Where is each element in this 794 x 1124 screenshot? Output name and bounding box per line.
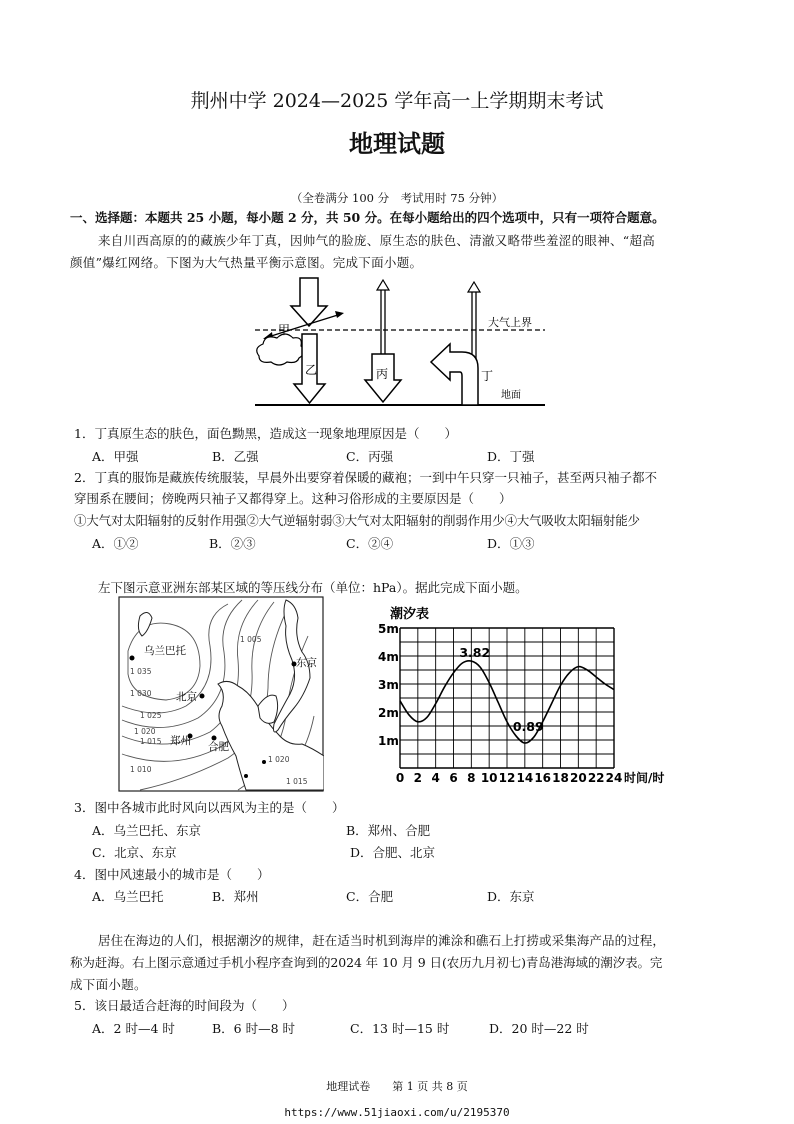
isobar-label: 1 015 xyxy=(140,737,162,746)
heat-balance-diagram xyxy=(245,276,555,412)
tide-intro-line1: 居住在海边的人们，根据潮汐的规律，赶在适当时机到海岸的滩涂和礁石上打捞或采集海产品的过程， xyxy=(98,933,666,948)
x-tick-label: 10 xyxy=(480,771,498,785)
q1-option-c[interactable]: C．丙强 xyxy=(346,449,394,464)
page-footer: 地理试卷 第 1 页 共 8 页 xyxy=(326,1080,468,1093)
x-tick-label: 12 xyxy=(498,771,516,785)
q1-stem: 1．丁真原生态的肤色，面色黝黑，造成这一现象地理原因是（ ） xyxy=(74,426,457,441)
city-tokyo: 东京 xyxy=(296,657,317,669)
x-tick-label: 22 xyxy=(587,771,605,785)
tide-peak-label: 3.82 xyxy=(459,645,491,661)
y-tick-label: 3m xyxy=(378,678,399,692)
isobar-label: 1 020 xyxy=(268,755,290,764)
y-tick-label: 4m xyxy=(378,650,399,664)
isobar-label: 1 025 xyxy=(140,711,162,720)
y-tick-label: 1m xyxy=(378,734,399,748)
q2-statements: ①大气对太阳辐射的反射作用强②大气逆辐射弱③大气对太阳辐射的削弱作用少④大气吸收太阳辐射能少 xyxy=(74,513,640,528)
intro-line-2: 颜值”爆红网络。下图为大气热量平衡示意图。完成下面小题。 xyxy=(70,255,423,270)
x-tick-label: 20 xyxy=(569,771,587,785)
q2-stem-line1: 2．丁真的服饰是藏族传统服装，早晨外出要穿着保暖的藏袍；一到中午只穿一只袖子，甚至两只袖子都不 xyxy=(74,470,657,485)
q4-option-c[interactable]: C．合肥 xyxy=(346,889,394,904)
tide-trough-label: 0.89 xyxy=(512,719,544,735)
city-beijing: 北京 xyxy=(176,691,197,703)
subject-title: 地理试题 xyxy=(349,130,445,158)
q2-option-d[interactable]: D．①③ xyxy=(487,536,535,551)
intro-line-1: 来自川西高原的的藏族少年丁真，因帅气的脸庞、原生态的肤色、清澈又略带些羞涩的眼神、“超高 xyxy=(98,233,656,248)
x-tick-label: 6 xyxy=(449,771,458,785)
q3-option-a[interactable]: A．乌兰巴托、东京 xyxy=(92,823,202,838)
tide-chart xyxy=(340,598,680,788)
isobar-label: 1 015 xyxy=(286,777,308,786)
q3-option-c[interactable]: C．北京、东京 xyxy=(92,845,177,860)
isobar-map xyxy=(118,596,324,792)
tide-y-ticks xyxy=(378,622,399,748)
q5-option-d[interactable]: D．20 时—22 时 xyxy=(489,1021,589,1036)
isobar-label: 1 030 xyxy=(130,689,152,698)
x-tick-label: 0 xyxy=(395,771,405,785)
tide-x-axis-label: 时间/时 xyxy=(624,771,665,785)
x-tick-label: 16 xyxy=(534,771,552,785)
tide-intro-line2: 称为赶海。右上图示意通过手机小程序查询到的2024 年 10 月 9 日(农历九月初七)青岛港海域的潮汐表。完 xyxy=(70,955,663,970)
q2-stem-line2: 穿围系在腰间；傍晚两只袖子又都得穿上。这种习俗形成的主要原因是（ ） xyxy=(74,491,512,506)
q1-option-d[interactable]: D．丁强 xyxy=(487,449,535,464)
isobar-label: 1 035 xyxy=(130,667,152,676)
label-yi: 乙 xyxy=(305,363,318,377)
q3-option-d[interactable]: D．合肥、北京 xyxy=(350,845,436,860)
q5-stem: 5．该日最适合赶海的时间段为（ ） xyxy=(74,998,295,1013)
q5-option-a[interactable]: A．2 时—4 时 xyxy=(92,1021,175,1036)
q4-option-b[interactable]: B．郑州 xyxy=(212,889,259,904)
q5-option-c[interactable]: C．13 时—15 时 xyxy=(350,1021,450,1036)
q4-option-a[interactable]: A．乌兰巴托 xyxy=(92,889,164,904)
x-tick-label: 2 xyxy=(413,771,423,785)
q5-option-b[interactable]: B．6 时—8 时 xyxy=(212,1021,296,1036)
q2-option-a[interactable]: A．①② xyxy=(92,536,139,551)
label-ground: 地面 xyxy=(501,390,521,401)
map-intro: 左下图示意亚洲东部某区域的等压线分布（单位：hPa）。据此完成下面小题。 xyxy=(98,580,528,595)
tide-intro-line3: 成下面小题。 xyxy=(70,977,147,992)
source-url[interactable]: https://www.51jiaoxi.com/u/2195370 xyxy=(284,1106,510,1119)
q3-option-b[interactable]: B．郑州、合肥 xyxy=(346,823,431,838)
q4-option-d[interactable]: D．东京 xyxy=(487,889,535,904)
isobar-label: 1 005 xyxy=(240,635,262,644)
exam-title: 荆州中学 2024—2025 学年高一上学期期末考试 xyxy=(190,90,604,112)
q2-option-c[interactable]: C．②④ xyxy=(346,536,394,551)
section-heading: 一、选择题：本题共 25 小题，每小题 2 分，共 50 分。在每小题给出的四个选项中，只有一项符合题意。 xyxy=(70,210,665,225)
q2-option-b[interactable]: B．②③ xyxy=(209,536,256,551)
city-ulaanbaatar: 乌兰巴托 xyxy=(144,645,186,657)
label-jia: 甲 xyxy=(278,323,291,337)
isobar-label: 1 020 xyxy=(134,727,156,736)
isobar-label: 1 010 xyxy=(130,765,152,774)
tide-x-ticks xyxy=(396,771,623,785)
x-tick-label: 4 xyxy=(431,771,440,785)
q3-stem: 3．图中各城市此时风向以西风为主的是（ ） xyxy=(74,800,345,815)
q1-option-a[interactable]: A．甲强 xyxy=(92,449,139,464)
x-tick-label: 24 xyxy=(605,771,623,785)
q4-stem: 4．图中风速最小的城市是（ ） xyxy=(74,867,270,882)
x-tick-label: 18 xyxy=(552,771,569,785)
x-tick-label: 14 xyxy=(516,771,534,785)
x-tick-label: 8 xyxy=(467,771,476,785)
label-ding: 丁 xyxy=(481,369,494,383)
y-tick-label: 2m xyxy=(378,706,399,720)
tide-grid xyxy=(400,628,614,768)
tide-chart-title: 潮汐表 xyxy=(390,607,430,622)
q1-option-b[interactable]: B．乙强 xyxy=(212,449,259,464)
city-zhengzhou: 郑州 xyxy=(170,735,191,747)
label-top-atmosphere: 大气上界 xyxy=(488,316,532,329)
y-tick-label: 5m xyxy=(378,622,399,636)
city-hefei: 合肥 xyxy=(208,741,229,753)
label-bing: 丙 xyxy=(376,367,389,381)
exam-info: （全卷满分 100 分 考试用时 75 分钟） xyxy=(290,191,504,205)
